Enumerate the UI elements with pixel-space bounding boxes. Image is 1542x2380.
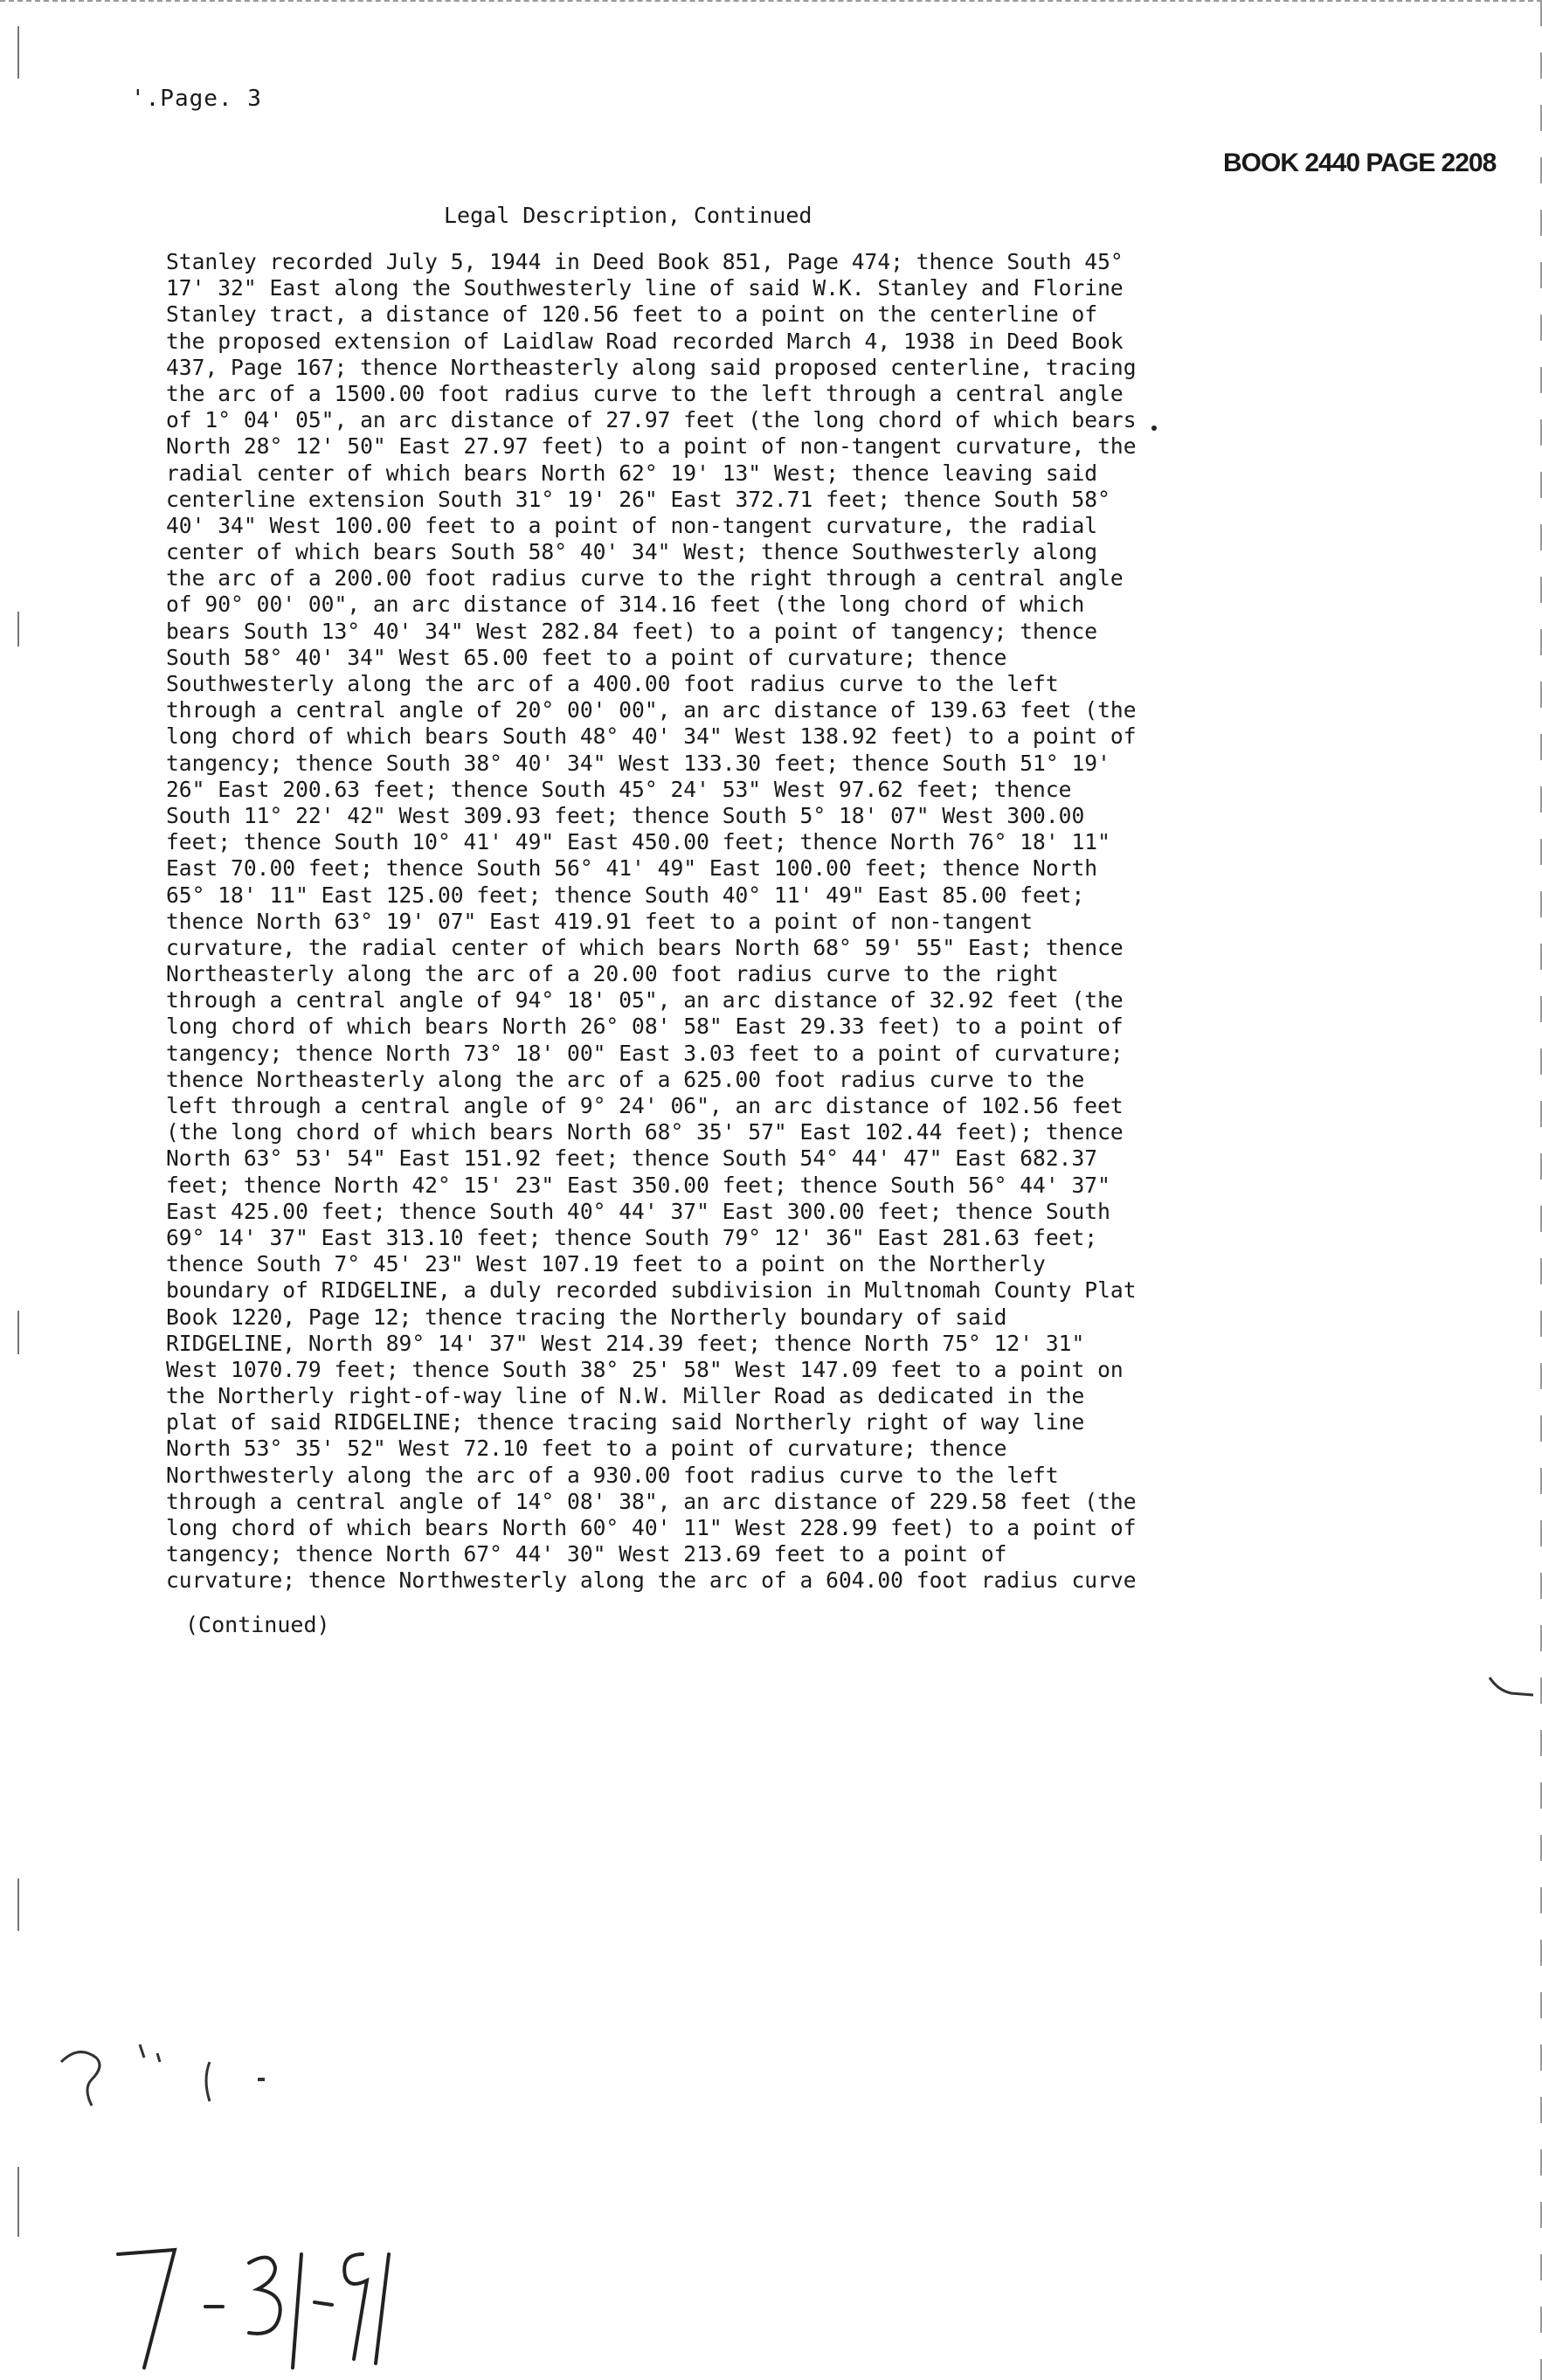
text-line: curvature; thence Northwesterly along the arc of a 604.00 foot radius curve	[166, 1567, 1137, 1594]
text-line: 26" East 200.63 feet; thence South 45° 24' 53" West 97.62 feet; thence	[166, 776, 1072, 802]
text-line: through a central angle of 94° 18' 05", an arc distance of 32.92 feet (the	[166, 987, 1124, 1014]
text-line: left through a central angle of 9° 24' 06", an arc distance of 102.56 feet	[166, 1093, 1124, 1118]
text-line: Stanley recorded July 5, 1944 in Deed Book 851, Page 474; thence South 45°	[166, 249, 1124, 274]
text-line: long chord of which bears North 26° 08' 58" East 29.33 feet) to a point of	[166, 1014, 1124, 1040]
text-line: East 425.00 feet; thence South 40° 44' 37" East 300.00 feet; thence South	[166, 1198, 1110, 1224]
text-line: the proposed extension of Laidlaw Road recorded March 4, 1938 in Deed Book	[166, 328, 1124, 354]
continued-label: (Continued)	[185, 1612, 330, 1637]
text-line: tangency; thence South 38° 40' 34" West 133.30 feet; thence South 51° 19'	[166, 750, 1110, 776]
text-line: thence North 63° 19' 07" East 419.91 feet to a point of non-tangent	[166, 908, 1034, 934]
text-line: of 90° 00' 00", an arc distance of 314.16 feet (the long chord of which	[166, 592, 1085, 618]
text-line: Stanley tract, a distance of 120.56 feet to a point on the centerline of	[166, 301, 1098, 328]
margin-dot	[1151, 425, 1157, 431]
text-line: the arc of a 200.00 foot radius curve to the right through a central angle	[166, 565, 1124, 592]
text-line: South 58° 40' 34" West 65.00 feet to a point of curvature; thence	[166, 644, 1007, 670]
text-line: RIDGELINE, North 89° 14' 37" West 214.39 feet; thence North 75° 12' 31"	[166, 1330, 1085, 1356]
scan-margin-marks	[7, 0, 33, 2380]
text-line: boundary of RIDGELINE, a duly recorded subdivision in Multnomah County Plat	[166, 1277, 1137, 1304]
text-line: feet; thence North 42° 15' 23" East 350.00 feet; thence South 56° 44' 37"	[166, 1172, 1110, 1198]
text-line: bears South 13° 40' 34" West 282.84 feet) to a point of tangency; thence	[166, 618, 1098, 644]
text-line: thence Northeasterly along the arc of a 625.00 foot radius curve to the	[166, 1066, 1085, 1092]
margin-checkmark	[1485, 1660, 1538, 1712]
handwritten-date	[109, 2219, 406, 2377]
scan-edge-top	[0, 0, 1542, 7]
text-line: through a central angle of 20° 00' 00", an arc distance of 139.63 feet (the	[166, 697, 1137, 723]
text-line: Northeasterly along the arc of a 20.00 foot radius curve to the right	[166, 961, 1059, 987]
text-line: 40' 34" West 100.00 feet to a point of non-tangent curvature, the radial	[166, 512, 1098, 538]
text-line: feet; thence South 10° 41' 49" East 450.00 feet; thence North 76° 18' 11"	[166, 829, 1110, 855]
text-line: tangency; thence North 67° 44' 30" West 213.69 feet to a point of	[166, 1541, 1007, 1567]
page-heading: Legal Description, Continued	[444, 203, 812, 228]
text-line: (the long chord of which bears North 68° 35' 57" East 102.44 feet); thence	[166, 1119, 1124, 1145]
text-line: North 53° 35' 52" West 72.10 feet to a point of curvature; thence	[166, 1436, 1007, 1462]
text-line: South 11° 22' 42" West 309.93 feet; thence South 5° 18' 07" West 300.00	[166, 802, 1085, 828]
text-line: North 28° 12' 50" East 27.97 feet) to a point of non-tangent curvature, the	[166, 433, 1137, 460]
text-line: plat of said RIDGELINE; thence tracing said Northerly right of way line	[166, 1409, 1085, 1436]
book-page-reference: BOOK 2440 PAGE 2208	[1223, 149, 1497, 177]
text-line: East 70.00 feet; thence South 56° 41' 49" East 100.00 feet; thence North	[166, 855, 1098, 882]
text-line: 69° 14' 37" East 313.10 feet; thence South 79° 12' 36" East 281.63 feet;	[166, 1224, 1098, 1250]
text-line: 17' 32" East along the Southwesterly line of said W.K. Stanley and Florine	[166, 275, 1124, 301]
text-line: tangency; thence North 73° 18' 00" East 3.03 feet to a point of curvature;	[166, 1040, 1124, 1066]
text-line: radial center of which bears North 62° 19' 13" West; thence leaving said	[166, 460, 1098, 486]
text-line: Southwesterly along the arc of a 400.00 foot radius curve to the left	[166, 671, 1059, 696]
text-line: the arc of a 1500.00 foot radius curve to the left through a central angle	[166, 380, 1124, 406]
text-line: center of which bears South 58° 40' 34" West; thence Southwesterly along	[166, 539, 1098, 565]
text-line: through a central angle of 14° 08' 38", an arc distance of 229.58 feet (the	[166, 1488, 1137, 1514]
text-line: Book 1220, Page 12; thence tracing the Northerly boundary of said	[166, 1304, 1007, 1330]
text-line: long chord of which bears South 48° 40' 34" West 138.92 feet) to a point of	[166, 723, 1137, 750]
text-line: long chord of which bears North 60° 40' 11" West 228.99 feet) to a point of	[166, 1515, 1137, 1540]
page-number-label: '.Page. 3	[131, 86, 262, 112]
text-line: West 1070.79 feet; thence South 38° 25' 58" West 147.09 feet to a point on	[166, 1356, 1124, 1382]
text-line: North 63° 53' 54" East 151.92 feet; thence South 54° 44' 47" East 682.37	[166, 1145, 1098, 1172]
text-line: Northwesterly along the arc of a 930.00 foot radius curve to the left	[166, 1462, 1059, 1488]
text-line: 65° 18' 11" East 125.00 feet; thence South 40° 11' 49" East 85.00 feet;	[166, 882, 1085, 908]
text-line: the Northerly right-of-way line of N.W. Miller Road as dedicated in the	[166, 1383, 1085, 1409]
text-line: centerline extension South 31° 19' 26" East 372.71 feet; thence South 58°	[166, 486, 1110, 512]
text-line: 437, Page 167; thence Northeasterly along said proposed centerline, tracing	[166, 354, 1137, 380]
text-line: curvature, the radial center of which bears North 68° 59' 55" East; thence	[166, 934, 1124, 960]
handwritten-scribble	[44, 2010, 306, 2132]
text-line: thence South 7° 45' 23" West 107.19 feet to a point on the Northerly	[166, 1251, 1046, 1277]
legal-description-body	[166, 249, 1144, 1595]
text-line: of 1° 04' 05", an arc distance of 27.97 feet (the long chord of which bears	[166, 407, 1137, 433]
